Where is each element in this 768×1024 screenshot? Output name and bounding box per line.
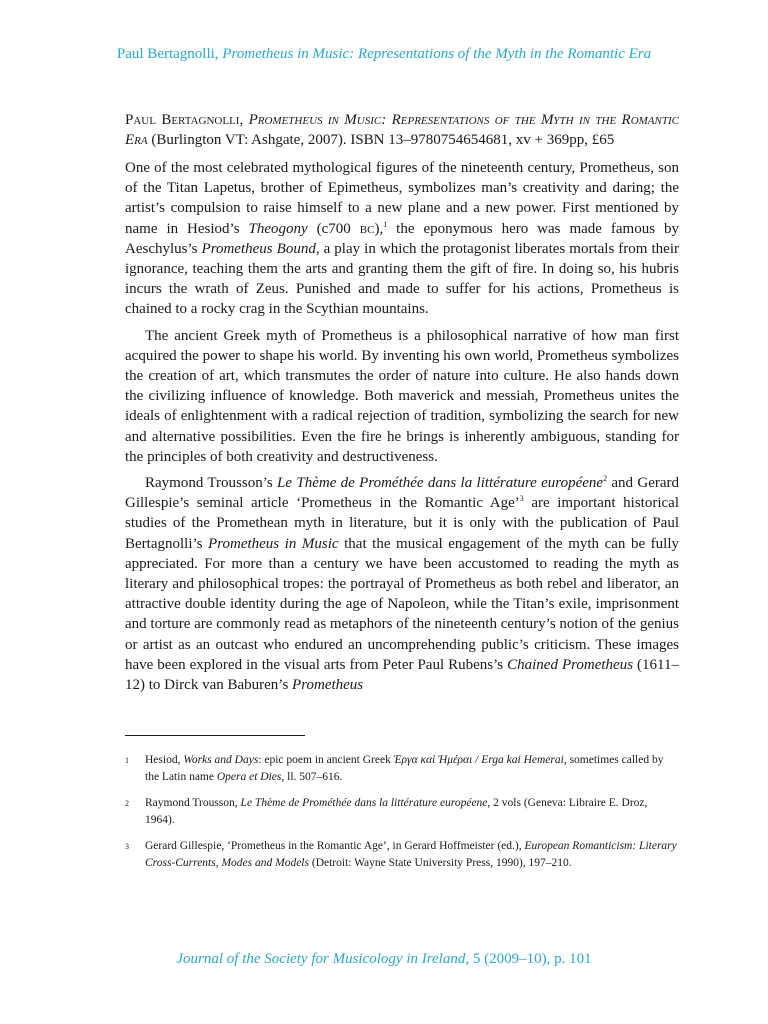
body-text: [125, 158, 679, 695]
paragraph-3-italic-chained-prometheus: Chained Prometheus: [507, 656, 634, 673]
paragraph-3: [125, 473, 679, 695]
footnote-ref-1[interactable]: 1: [383, 219, 388, 229]
paragraph-2: The ancient Greek myth of Prometheus is a philosophical narrative of how man first acquired the power to shape his world. By inventing his own world, Prometheus symbolizes the creation of art, which transmutes the order of nature into culture. He also hands down the civilizing influence of knowledge. Both maverick and messiah, Prometheus unites the ideals of enlightenment with a radical rejection of tradition, symbolizing the search for new and alternative possibilities. Even the fire he brings is inherently ambiguous, standing for the principles of both creativity and destructiveness.: [125, 327, 679, 465]
header-book-title: Prometheus in Music: Representations of the Myth in the Romantic Era: [222, 46, 652, 62]
footer-journal-title: Journal of the Society for Musicology in Ireland: [176, 951, 466, 967]
running-footer: [0, 951, 768, 968]
paragraph-3-italic-book-title: Prometheus in Music: [208, 535, 339, 552]
review-citation: [125, 110, 679, 150]
paragraph-1-italic-theogony: Theogony: [248, 220, 308, 237]
footnote-number: 3: [125, 842, 129, 851]
paragraph-3-text: Raymond Trousson’s: [145, 475, 278, 492]
footer-details: , 5 (2009–10), p. 101: [465, 951, 592, 967]
footnote-number: 1: [125, 756, 129, 765]
paragraph-3-italic-trousson-title: Le Thème de Prométhée dans la littérature européene: [277, 475, 604, 492]
footnote-1-text: Hesiod,: [145, 754, 184, 766]
footnote-ref-2[interactable]: 2: [603, 474, 608, 484]
footnote-1-italic: Works and Days: [183, 754, 259, 766]
paragraph-3-text: are important historical studies of the Promethean myth in literature, but it is only with the publication of Paul Bertagnolli’s: [125, 495, 679, 552]
paragraph-1-text: the eponymous hero was made famous by Aeschylus’s: [125, 220, 680, 257]
paragraph-3-text: and Gerard Gillespie’s seminal article ‘Prometheus in the Romantic Age’: [125, 475, 680, 512]
footnote-2-text: Raymond Trousson,: [145, 797, 241, 809]
footnote-1-text: , ll. 507–616.: [281, 771, 343, 783]
paragraph-1-era: bc: [359, 220, 375, 237]
footnote-3-text: Gerard Gillespie, ‘Prometheus in the Romantic Age’, in Gerard Hoffmeister (ed.),: [145, 840, 525, 852]
footnote-number: 2: [125, 799, 129, 808]
paragraph-1-italic-prometheus-bound: Prometheus Bound: [201, 240, 316, 257]
running-header: [0, 46, 768, 63]
footnote-3-italic: European Romanticism: Literary Cross-Currents, Modes and Models: [145, 840, 677, 869]
paragraph-1-text: One of the most celebrated mythological figures of the nineteenth century, Prome⁠theus, son of the Titan Lapetus, brother of Epimetheus, symbolizes man’s creativity and daring; the artist’s compulsion to raise himself to a new plane and a new power. First mentioned by name in Hesiod’s: [125, 160, 679, 237]
paragraph-1: [125, 158, 679, 320]
paragraph-3-text: that the musical engagement of the myth can be fully appreciated. For more than a century we have been accustomed to reading the myth as literary and philosophical tropes: the portrayal of Prometheus as both rebel and liberator, an attractive double identity during the age of Napoleon, while the Titan’s exile, imprisonment and torture are commonly read as metaphors of the nineteenth century’s notion of the genius or artist as an outcast who endured an uncomprehending public’s criticism. These images have been explored in the visual arts from Peter Paul Rubens’s: [125, 535, 679, 673]
footnote-2-text: , 2 vols (Geneva: Libraire E. Droz, 1964).: [145, 797, 648, 826]
footnote-ref-3[interactable]: 3: [519, 494, 524, 504]
paragraph-1-text: ),: [374, 220, 384, 237]
footnote-1-text: : epic poem in ancient Greek: [258, 754, 394, 766]
paragraph-1-text: (c700: [307, 220, 360, 237]
footnote-1-greek-title: Έργα καὶ Ήμέραι / Erga kai Hemerai: [393, 754, 564, 766]
paragraph-1-text: , a play in which the protagonist liberates mortals from their ignorance, teaching them the arts and granting them the gift of fire. In doing so, his hubris incurs the wrath of Zeus. Punished and made to suffer for his actions, Prometheus is chained to a rocky crag in the Scythian mountains.: [125, 240, 679, 318]
footnote-2: [125, 795, 679, 829]
citation-author: Paul Bertagnolli,: [125, 112, 249, 128]
footnote-divider: [125, 735, 305, 736]
footnote-1-text: , sometimes called by the Latin name: [145, 754, 664, 783]
footnote-1-latin-title: Opera et Dies: [216, 771, 282, 783]
citation-title: Prometheus in Music: Representations of the Myth in the Romantic Era: [125, 112, 679, 148]
footnote-3-text: (Detroit: Wayne State University Press, 1990), 197–210.: [308, 857, 572, 869]
footnote-1: [125, 752, 679, 786]
footnotes: [125, 752, 679, 881]
header-author: Paul Bertagnolli,: [116, 46, 223, 62]
paragraph-3-text: (1611–12) to Dirck van Baburen’s: [125, 656, 679, 694]
citation-details: (Burlington VT: Ashgate, 2007). ISBN 13–9780754654681, xv + 369pp, £65: [147, 132, 615, 148]
footnote-2-italic: Le Thème de Prométhée dans la littérature européene: [240, 797, 488, 809]
paragraph-3-italic-prometheus: Prometheus: [292, 677, 364, 694]
main-content: [125, 110, 679, 701]
footnote-3: [125, 838, 679, 872]
